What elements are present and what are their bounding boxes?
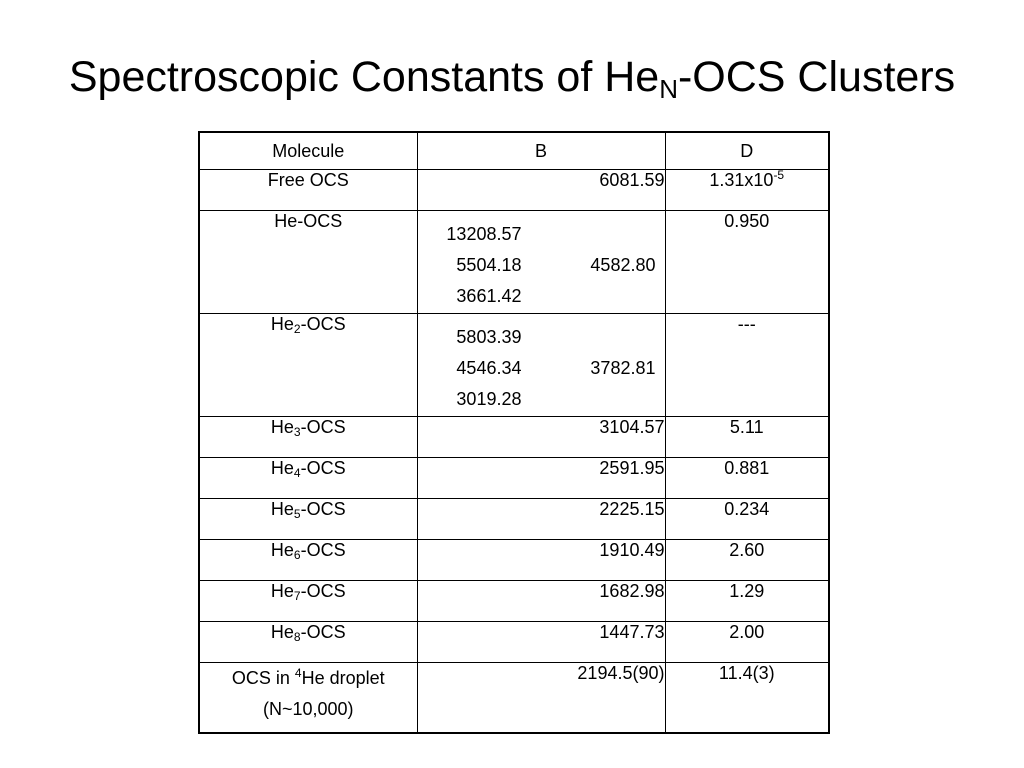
molecule-suffix: He droplet	[301, 668, 385, 688]
molecule-suffix: -OCS	[300, 581, 346, 601]
molecule-prefix: He	[270, 458, 294, 478]
d-cell: 2.60	[665, 540, 829, 581]
b-cell: 2591.95	[417, 458, 665, 499]
d-cell: 0.950	[665, 211, 829, 314]
molecule-cell	[199, 314, 417, 417]
d-cell: 1.29	[665, 581, 829, 622]
molecule-subscript: 7	[293, 589, 301, 603]
molecule-suffix: -OCS	[300, 622, 346, 642]
molecule-prefix: He	[270, 417, 294, 437]
b-value: 5803.39	[456, 327, 522, 347]
table-row-he-ocs	[199, 211, 829, 314]
molecule-subscript: 6	[293, 548, 301, 562]
header-b: B	[417, 132, 665, 170]
molecule-suffix: -OCS	[300, 540, 346, 560]
title-suffix: -OCS Clusters	[677, 53, 956, 101]
b-value: 3661.42	[456, 286, 522, 306]
constants-table	[198, 131, 830, 734]
molecule-suffix: -OCS	[300, 314, 346, 334]
d-cell: 5.11	[665, 417, 829, 458]
title-prefix: Spectroscopic Constants of He	[68, 53, 660, 101]
isotope-superscript: 4	[294, 666, 302, 680]
d-cell: 11.4(3)	[665, 663, 829, 734]
table-row	[199, 458, 829, 499]
header-molecule: Molecule	[199, 132, 417, 170]
table-row	[199, 581, 829, 622]
molecule-subscript: 4	[293, 466, 301, 480]
title-subscript: N	[659, 74, 678, 104]
table-row	[199, 622, 829, 663]
molecule-prefix: He	[270, 314, 294, 334]
d-cell: 0.881	[665, 458, 829, 499]
molecule-cell	[199, 499, 417, 540]
molecule-prefix: He	[270, 499, 294, 519]
b-cell: 1910.49	[417, 540, 665, 581]
molecule-cell	[199, 622, 417, 663]
molecule-subscript: 5	[293, 507, 301, 521]
molecule-cell	[199, 417, 417, 458]
d-cell	[665, 170, 829, 211]
table-row	[199, 417, 829, 458]
b-value: 5504.18	[456, 255, 522, 275]
b-cell: 3104.57	[417, 417, 665, 458]
molecule-suffix: -OCS	[300, 499, 346, 519]
molecule-cell: Free OCS	[199, 170, 417, 211]
molecule-line-1	[200, 663, 417, 694]
b-value: 3019.28	[456, 389, 522, 409]
b-cell: 6081.59	[417, 170, 665, 211]
molecule-prefix: He	[270, 581, 294, 601]
b-cell: 2194.5(90)	[417, 663, 665, 734]
b-cell	[417, 211, 665, 314]
molecule-cell: He-OCS	[199, 211, 417, 314]
b-rotational-values	[439, 322, 522, 415]
molecule-prefix: OCS in	[231, 668, 295, 688]
b-cell: 1682.98	[417, 581, 665, 622]
d-exponent: -5	[773, 168, 785, 182]
table-row-he2-ocs	[199, 314, 829, 417]
molecule-cell	[199, 458, 417, 499]
slide-title	[0, 52, 1024, 104]
b-rotational-values	[428, 219, 522, 312]
b-average: 4582.80	[590, 255, 656, 275]
molecule-subscript: 3	[293, 425, 301, 439]
table-header-row	[199, 132, 829, 170]
molecule-suffix: -OCS	[300, 458, 346, 478]
d-cell: 2.00	[665, 622, 829, 663]
d-cell: 0.234	[665, 499, 829, 540]
b-value: 13208.57	[446, 224, 522, 244]
molecule-prefix: He	[270, 540, 294, 560]
molecule-prefix: He	[270, 622, 294, 642]
table-row-free-ocs	[199, 170, 829, 211]
molecule-cell	[199, 540, 417, 581]
b-cell: 2225.15	[417, 499, 665, 540]
b-cell: 1447.73	[417, 622, 665, 663]
b-average: 3782.81	[590, 358, 656, 378]
molecule-subscript: 2	[293, 322, 301, 336]
molecule-cell	[199, 663, 417, 734]
b-value: 4546.34	[456, 358, 522, 378]
d-cell: ---	[665, 314, 829, 417]
molecule-suffix: -OCS	[300, 417, 346, 437]
table-row-droplet	[199, 663, 829, 734]
molecule-cell	[199, 581, 417, 622]
molecule-line-2: (N~10,000)	[262, 699, 354, 719]
header-d: D	[665, 132, 829, 170]
d-mantissa: 1.31x10	[709, 170, 774, 190]
table-row	[199, 499, 829, 540]
molecule-subscript: 8	[293, 630, 301, 644]
b-cell	[417, 314, 665, 417]
table-row	[199, 540, 829, 581]
